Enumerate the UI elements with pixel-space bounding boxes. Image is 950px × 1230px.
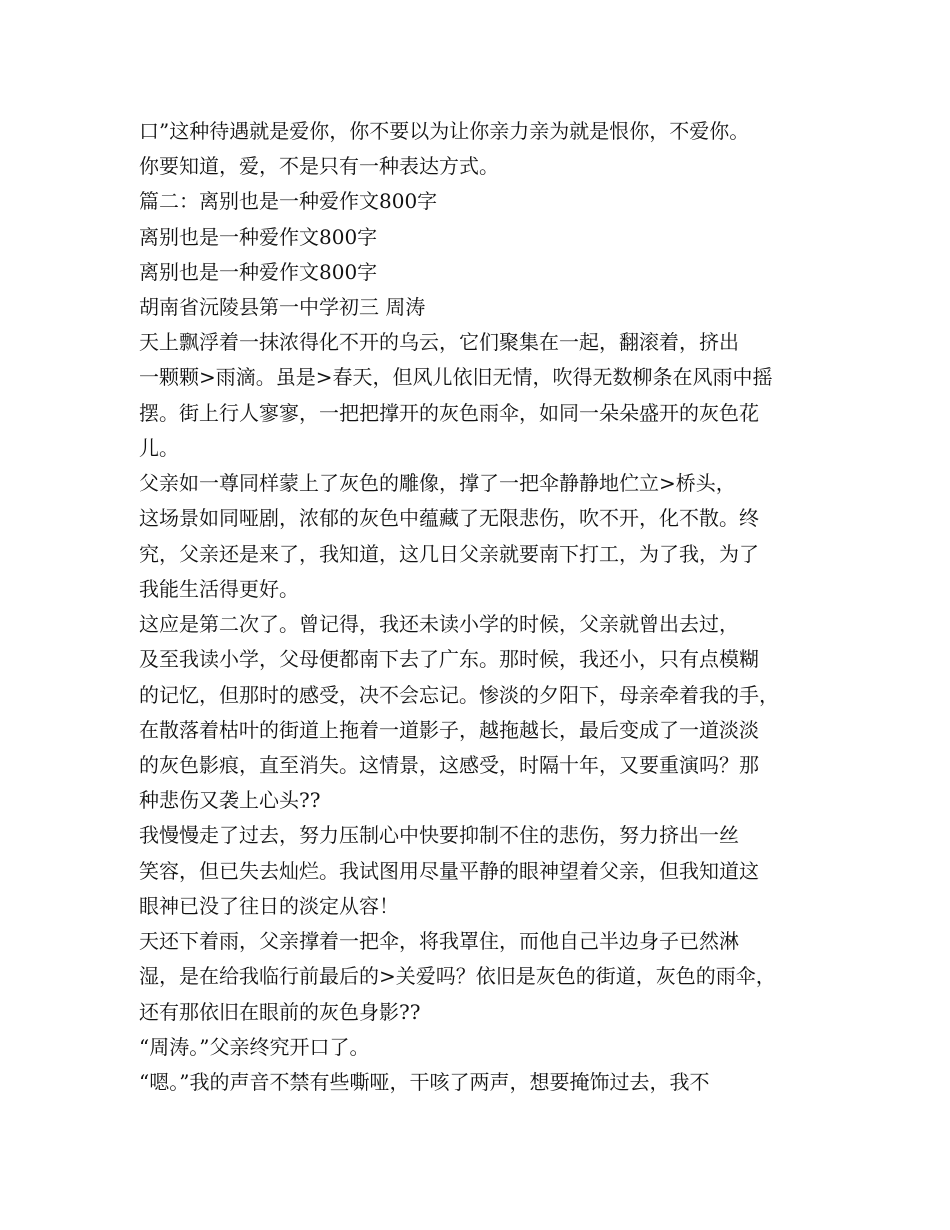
text-line: 湿，是在给我临行前最后的>关爱吗？依旧是灰色的街道，灰色的雨伞， bbox=[139, 964, 776, 988]
text-line: 口”这种待遇就是爱你，你不要以为让你亲力亲为就是恨你，不爱你。 bbox=[139, 119, 750, 143]
text-line: 一颗颗>雨滴。虽是>春天，但风儿依旧无情，吹得无数柳条在风雨中摇 bbox=[139, 365, 773, 389]
text-line: 这场景如同哑剧，浓郁的灰色中蕴藏了无限悲伤，吹不开，化不散。终 bbox=[139, 506, 759, 530]
text-line: 天还下着雨，父亲撑着一把伞，将我罩住，而他自己半边身子已然淋 bbox=[139, 929, 739, 953]
text-line: 眼神已没了往日的淡定从容！ bbox=[139, 894, 399, 918]
text-line: 天上飘浮着一抹浓得化不开的乌云，它们聚集在一起，翻滚着，挤出 bbox=[139, 330, 739, 354]
section-heading: 篇二：离别也是一种爱作文800字 bbox=[139, 189, 438, 213]
text-line: 儿。 bbox=[139, 436, 179, 460]
article-subtitle: 离别也是一种爱作文800字 bbox=[139, 260, 378, 284]
text-line: “嗯。”我的声音不禁有些嘶哑，干咳了两声，想要掩饰过去，我不 bbox=[139, 1070, 710, 1094]
text-line: 及至我读小学，父母便都南下去了广东。那时候，我还小，只有点模糊 bbox=[139, 647, 759, 671]
text-line: 的记忆，但那时的感受，决不会忘记。惨淡的夕阳下，母亲牵着我的手， bbox=[139, 683, 779, 707]
text-line: “周涛。”父亲终究开口了。 bbox=[139, 1035, 370, 1059]
text-line: 父亲如一尊同样蒙上了灰色的雕像，撑了一把伞静静地伫立>桥头， bbox=[139, 471, 736, 495]
text-line: 种悲伤又袭上心头?? bbox=[139, 788, 321, 812]
article-title: 离别也是一种爱作文800字 bbox=[139, 225, 378, 249]
text-line: 摆。街上行人寥寥，一把把撑开的灰色雨伞，如同一朵朵盛开的灰色花 bbox=[139, 401, 759, 425]
author-line: 胡南省沅陵县第一中学初三 周涛 bbox=[139, 295, 426, 319]
text-line: 笑容，但已失去灿烂。我试图用尽量平静的眼神望着父亲，但我知道这 bbox=[139, 859, 759, 883]
text-line: 我慢慢走了过去，努力压制心中快要抑制不住的悲伤，努力挤出一丝 bbox=[139, 823, 739, 847]
text-line: 在散落着枯叶的街道上拖着一道影子，越拖越长，最后变成了一道淡淡 bbox=[139, 718, 759, 742]
text-line: 还有那依旧在眼前的灰色身影?? bbox=[139, 1000, 421, 1024]
text-line: 的灰色影痕，直至消失。这情景，这感受，时隔十年，又要重演吗？那 bbox=[139, 753, 759, 777]
text-line: 这应是第二次了。曾记得，我还未读小学的时候，父亲就曾出去过， bbox=[139, 612, 739, 636]
text-line: 我能生活得更好。 bbox=[139, 577, 299, 601]
text-line: 究，父亲还是来了，我知道，这几日父亲就要南下打工，为了我，为了 bbox=[139, 542, 759, 566]
text-line: 你要知道，爱，不是只有一种表达方式。 bbox=[139, 154, 499, 178]
